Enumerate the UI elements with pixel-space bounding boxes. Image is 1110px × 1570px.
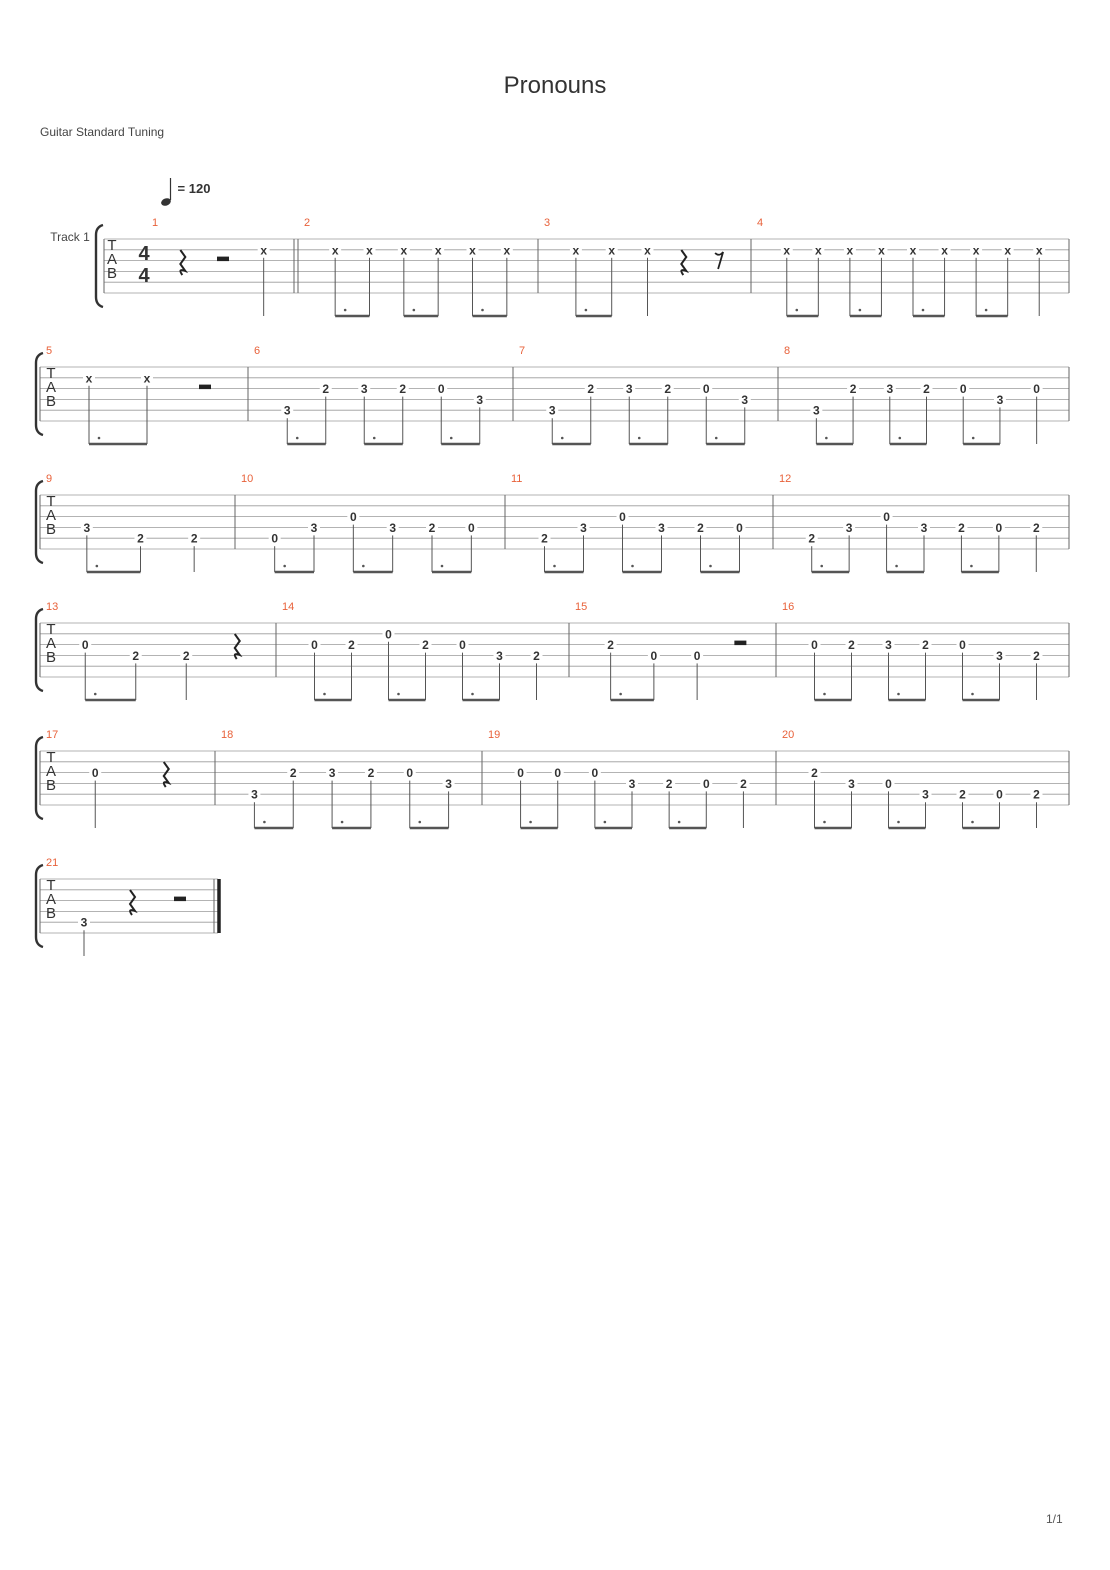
measure-number: 18 (221, 729, 234, 741)
tab-clef-letter: B (45, 393, 57, 410)
fret-number: 2 (740, 776, 747, 791)
rhythm-dot (441, 565, 444, 568)
fret-number: 2 (849, 382, 857, 397)
fret-number: 3 (658, 520, 665, 535)
page-number: 1/1 (1046, 1512, 1063, 1526)
measure-number: 11 (511, 473, 523, 485)
fret-number: 3 (328, 766, 336, 781)
fret-number: x (814, 243, 822, 258)
fret-number: 3 (389, 520, 397, 535)
tab-clef-letter: A (106, 251, 118, 268)
rhythm-dot (413, 309, 416, 312)
fret-number: 2 (367, 766, 375, 781)
rhythm-dot (897, 821, 900, 824)
fret-number: 3 (283, 403, 291, 418)
fret-number: 3 (813, 403, 820, 418)
rhythm-dot (481, 309, 484, 312)
rhythm-dot (897, 693, 900, 696)
fret-number: 3 (476, 392, 484, 407)
rhythm-dot (825, 437, 828, 440)
fret-number: 2 (132, 648, 140, 663)
fret-number: 0 (996, 787, 1003, 802)
fret-number: 0 (702, 382, 710, 397)
fret-number: 2 (533, 648, 540, 663)
fret-number: 2 (811, 766, 818, 781)
rhythm-dot (922, 309, 925, 312)
fret-number: 0 (467, 520, 475, 535)
fret-number: 0 (554, 766, 562, 781)
fret-number: 2 (665, 776, 673, 791)
rhythm-dot (418, 821, 421, 824)
rhythm-dot (471, 693, 474, 696)
rhythm-dot (985, 309, 988, 312)
rhythm-dot (296, 437, 299, 440)
fret-number: 0 (959, 382, 967, 397)
fret-number: 0 (437, 382, 445, 397)
rhythm-dot (373, 437, 376, 440)
tab-clef-letter: B (45, 905, 57, 922)
fret-number: x (644, 243, 651, 258)
tab-clef-letter: A (45, 379, 57, 396)
fret-number: 3 (496, 648, 503, 663)
system-bracket (96, 225, 103, 307)
tab-clef-letter: A (45, 763, 57, 780)
track-label: Track 1 (50, 230, 90, 244)
fret-number: 2 (958, 520, 965, 535)
measure-number: 19 (488, 729, 501, 741)
fret-number: x (434, 243, 442, 258)
rhythm-dot (98, 437, 101, 440)
measure-number: 5 (46, 345, 53, 357)
rhythm-dot (323, 693, 326, 696)
fret-number: 3 (922, 787, 929, 802)
rhythm-dot (397, 693, 400, 696)
rhythm-dot (619, 693, 622, 696)
measure-number: 4 (757, 217, 764, 229)
measure-number: 1 (152, 217, 159, 229)
rhythm-dot (638, 437, 641, 440)
fret-number: x (783, 243, 791, 258)
fret-number: 3 (845, 520, 853, 535)
measure-number: 6 (254, 345, 261, 357)
measure-number: 21 (46, 857, 59, 869)
rhythm-dot (94, 693, 97, 696)
rhythm-dot (971, 821, 974, 824)
measure-number: 7 (519, 345, 526, 357)
time-signature-bottom: 4 (138, 265, 150, 287)
rhythm-dot (604, 821, 607, 824)
fret-number: 2 (922, 638, 929, 653)
tab-clef-letter: A (45, 891, 57, 908)
rhythm-dot (972, 437, 975, 440)
tab-clef-letter: T (107, 237, 117, 254)
tempo-value: = 120 (177, 181, 211, 196)
rhythm-dot (529, 821, 532, 824)
fret-number: x (909, 243, 917, 258)
measure-number: 8 (784, 345, 791, 357)
measure-number: 17 (46, 729, 59, 741)
rhythm-dot (553, 565, 556, 568)
fret-number: 2 (137, 531, 144, 546)
rhythm-dot (631, 565, 634, 568)
tab-clef-letter: T (46, 493, 56, 510)
fret-number: 0 (91, 766, 99, 781)
rhythm-dot (820, 565, 823, 568)
tuning-label: Guitar Standard Tuning (40, 125, 165, 139)
half-rest (217, 257, 229, 262)
fret-number: 0 (811, 638, 818, 653)
fret-number: 0 (883, 510, 890, 525)
half-rest (174, 897, 186, 902)
fret-number: 3 (251, 787, 258, 802)
tab-clef-letter: B (45, 649, 57, 666)
rhythm-dot (585, 309, 588, 312)
fret-number: x (400, 243, 408, 258)
tab-clef-letter: A (45, 635, 57, 652)
fret-number: x (469, 243, 476, 258)
rhythm-dot (795, 309, 798, 312)
measure-number: 10 (241, 473, 254, 485)
fret-number: 0 (693, 648, 701, 663)
fret-number: 3 (886, 382, 894, 397)
fret-number: x (941, 243, 948, 258)
rhythm-dot (263, 821, 266, 824)
fret-number: 3 (885, 638, 892, 653)
fret-number: 3 (310, 520, 318, 535)
rhythm-dot (715, 437, 718, 440)
fret-number: 2 (607, 638, 614, 653)
tab-clef-letter: T (46, 877, 56, 894)
tab-clef-letter: T (46, 749, 56, 766)
rhythm-dot (283, 565, 286, 568)
rhythm-dot (823, 821, 826, 824)
fret-number: 3 (580, 520, 587, 535)
tab-clef-letter: B (106, 265, 118, 282)
fret-number: x (85, 371, 93, 386)
fret-number: x (878, 243, 885, 258)
fret-number: 0 (959, 638, 966, 653)
rhythm-dot (362, 565, 365, 568)
fret-number: 2 (587, 382, 595, 397)
rhythm-dot (970, 565, 973, 568)
fret-number: 3 (360, 382, 368, 397)
fret-number: 0 (995, 520, 1003, 535)
fret-number: 2 (190, 531, 198, 546)
rhythm-dot (450, 437, 453, 440)
fret-number: 3 (848, 776, 855, 791)
fret-number: 2 (182, 648, 190, 663)
fret-number: x (972, 243, 980, 258)
rhythm-dot (561, 437, 564, 440)
fret-number: x (260, 243, 268, 258)
rhythm-dot (898, 437, 901, 440)
fret-number: x (1004, 243, 1012, 258)
fret-number: 3 (625, 382, 633, 397)
rhythm-dot (971, 693, 974, 696)
fret-number: 2 (399, 382, 407, 397)
fret-number: 0 (885, 776, 892, 791)
rhythm-dot (859, 309, 862, 312)
fret-number: x (366, 243, 373, 258)
score-title: Pronouns (503, 72, 607, 99)
tab-clef-letter: T (46, 365, 56, 382)
half-rest (734, 641, 746, 646)
rhythm-dot (341, 821, 344, 824)
fret-number: 2 (808, 531, 816, 546)
fret-number: 2 (848, 638, 855, 653)
fret-number: 0 (517, 766, 524, 781)
fret-number: 0 (271, 531, 279, 546)
fret-number: 2 (541, 531, 548, 546)
fret-number: 2 (428, 520, 436, 535)
measure-number: 12 (779, 473, 792, 485)
fret-number: 3 (741, 392, 749, 407)
fret-number: 2 (1033, 787, 1040, 802)
fret-number: 0 (619, 510, 626, 525)
fret-number: 2 (1032, 520, 1040, 535)
rhythm-dot (96, 565, 99, 568)
fret-number: 0 (591, 766, 599, 781)
fret-number: 0 (702, 776, 710, 791)
fret-number: 2 (923, 382, 930, 397)
measure-number: 16 (782, 601, 795, 613)
fret-number: x (143, 371, 151, 386)
fret-number: 2 (959, 787, 966, 802)
measure-number: 13 (46, 601, 59, 613)
rhythm-dot (823, 693, 826, 696)
fret-number: 2 (1033, 648, 1040, 663)
tab-clef-letter: T (46, 621, 56, 638)
fret-number: 2 (422, 638, 429, 653)
fret-number: 2 (348, 638, 355, 653)
tab-clef-letter: B (45, 521, 57, 538)
fret-number: 3 (548, 403, 556, 418)
fret-number: 2 (322, 382, 330, 397)
rhythm-dot (895, 565, 898, 568)
fret-number: 0 (311, 638, 318, 653)
fret-number: 3 (83, 520, 91, 535)
measure-number: 3 (544, 217, 551, 229)
rhythm-dot (344, 309, 347, 312)
fret-number: 0 (406, 766, 414, 781)
fret-number: 3 (920, 520, 928, 535)
fret-number: 0 (385, 627, 392, 642)
fret-number: x (503, 243, 511, 258)
rhythm-dot (678, 821, 681, 824)
tab-clef-letter: A (45, 507, 57, 524)
fret-number: x (846, 243, 854, 258)
fret-number: x (1035, 243, 1043, 258)
measure-number: 2 (304, 217, 311, 229)
fret-number: 0 (650, 648, 658, 663)
half-rest (199, 385, 211, 390)
fret-number: 0 (349, 510, 357, 525)
fret-number: 0 (736, 520, 743, 535)
fret-number: 0 (459, 638, 466, 653)
tab-clef-letter: B (45, 777, 57, 794)
fret-number: 3 (996, 648, 1003, 663)
fret-number: 0 (81, 638, 89, 653)
fret-number: 3 (628, 776, 636, 791)
fret-number: 3 (996, 392, 1004, 407)
fret-number: x (572, 243, 580, 258)
fret-number: 3 (80, 915, 88, 930)
fret-number: 2 (289, 766, 297, 781)
measure-number: 20 (782, 729, 795, 741)
fret-number: 3 (445, 776, 452, 791)
fret-number: 2 (697, 520, 704, 535)
fret-number: 0 (1033, 382, 1040, 397)
fret-number: x (608, 243, 616, 258)
measure-number: 14 (282, 601, 295, 613)
time-signature-top: 4 (138, 243, 150, 265)
fret-number: 2 (664, 382, 672, 397)
fret-number: x (331, 243, 339, 258)
rhythm-dot (709, 565, 712, 568)
measure-number: 9 (46, 473, 53, 485)
measure-number: 15 (575, 601, 588, 613)
